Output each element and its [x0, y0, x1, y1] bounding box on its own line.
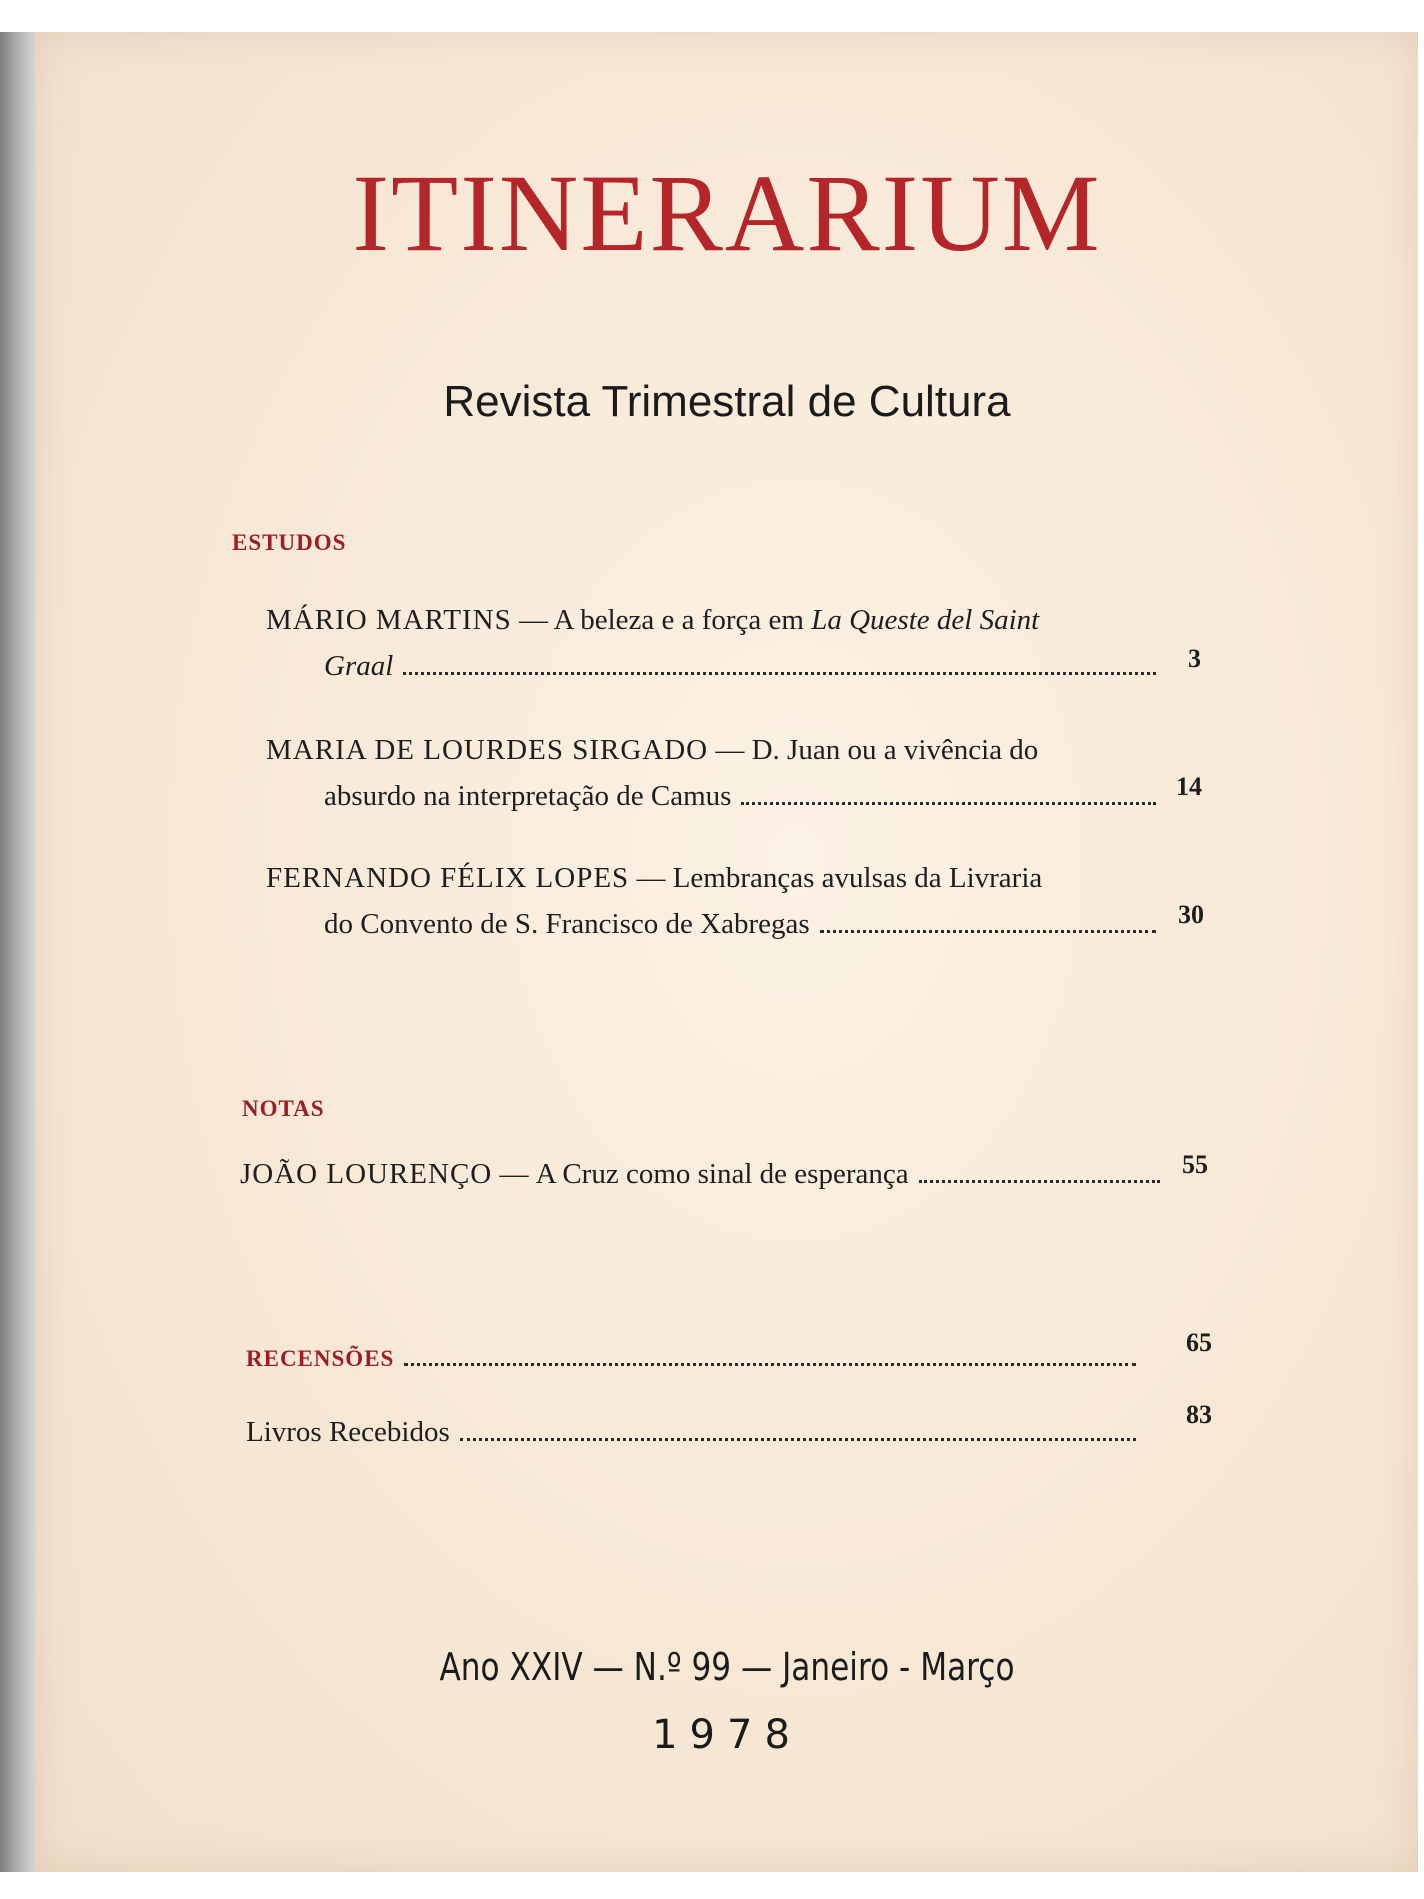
entry-title: A Cruz como sinal de esperança: [535, 1158, 909, 1190]
issue-year: 1978: [652, 1712, 802, 1758]
entry-title: A beleza e a força em: [553, 604, 812, 636]
entry-dash: —: [629, 862, 673, 894]
section-heading-estudos: ESTUDOS: [232, 530, 347, 555]
journal-title: ITINERARIUM: [352, 152, 1102, 274]
entry-line-1: [266, 597, 1166, 643]
entry-author: MÁRIO MARTINS: [266, 604, 512, 636]
entry-title: D. Juan ou a vivência do: [751, 734, 1039, 766]
entry-title-italic: La Queste del Saint: [811, 604, 1040, 636]
entry-title-cont: do Convento de S. Francisco de Xabregas: [324, 908, 810, 940]
toc-entry: [266, 597, 1166, 689]
entry-line-2: [266, 773, 1166, 819]
journal-subtitle: Revista Trimestral de Cultura: [443, 377, 1011, 426]
entry-line-2: [266, 643, 1166, 689]
leader-dots: [741, 801, 1156, 805]
entry-author: JOÃO LOURENÇO: [240, 1158, 493, 1190]
entry-title-cont: absurdo na interpretação de Camus: [324, 780, 732, 812]
entry-author: MARIA DE LOURDES SIRGADO: [266, 734, 709, 766]
journal-cover: [36, 32, 1418, 1872]
entry-page-number: 65: [1186, 1328, 1212, 1357]
entry-author: FERNANDO FÉLIX LOPES: [266, 862, 630, 894]
toc-entry: [266, 855, 1166, 947]
entry-title: Lembranças avulsas da Livraria: [672, 862, 1043, 894]
section-heading-recensoes: RECENSÕES: [246, 1346, 395, 1371]
entry-dash: —: [511, 604, 554, 636]
toc-entry-recensoes: [246, 1346, 1146, 1374]
entry-page-number: 83: [1186, 1400, 1212, 1429]
issue-info: Ano XXIV — N.º 99 — Janeiro - Março: [439, 1645, 1015, 1689]
toc-entry: [266, 727, 1166, 819]
section-heading-notas: NOTAS: [242, 1096, 325, 1121]
leader-dots: [404, 1362, 1136, 1366]
entry-line-1: [266, 727, 1166, 773]
leader-dots: [460, 1437, 1136, 1441]
toc-entry: [240, 1158, 1170, 1191]
entry-line-1: [266, 855, 1166, 901]
entry-page-number: 30: [1178, 900, 1204, 929]
leader-dots: [403, 671, 1156, 675]
leader-dots: [919, 1179, 1160, 1183]
entry-line-2: [266, 901, 1166, 947]
toc-entry-livros: [246, 1416, 1146, 1449]
livros-recebidos-label: Livros Recebidos: [246, 1416, 450, 1448]
entry-title-cont: Graal: [324, 650, 394, 682]
entry-page-number: 14: [1176, 772, 1202, 801]
entry-dash: —: [492, 1158, 536, 1190]
entry-page-number: 3: [1188, 644, 1201, 673]
entry-dash: —: [708, 734, 752, 766]
entry-page-number: 55: [1182, 1150, 1208, 1179]
leader-dots: [820, 929, 1156, 933]
book-spine-edge: [0, 32, 40, 1872]
